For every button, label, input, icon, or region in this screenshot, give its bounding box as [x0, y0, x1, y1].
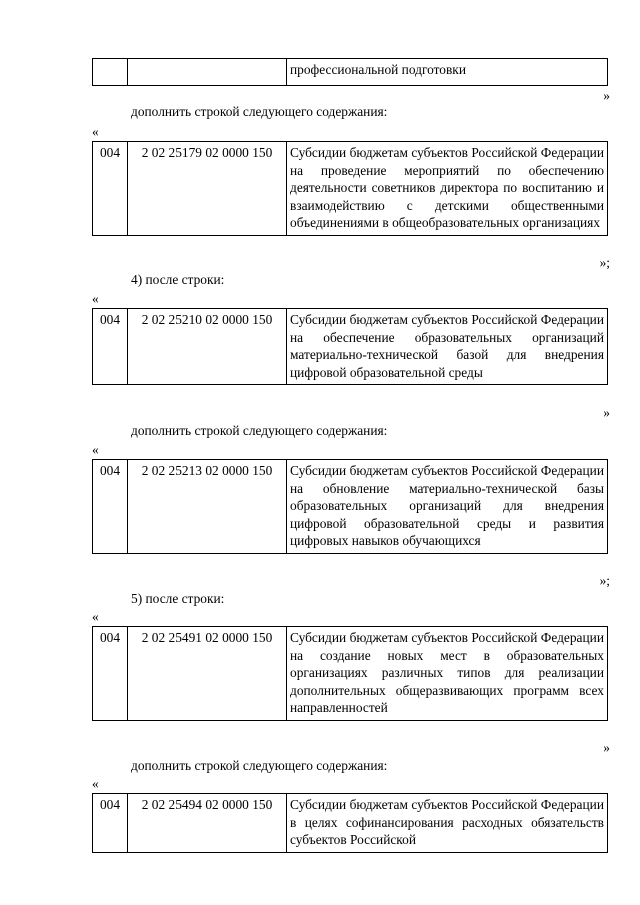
opening-quote: «: [92, 291, 99, 306]
description-cell: Субсидии бюджетам субъектов Российской Федерации в целях софинансирования расходных обязательств субъектов Российской: [287, 794, 608, 853]
code-cell: [93, 59, 128, 86]
description-cell: Субсидии бюджетам субъектов Российской Федерации на обеспечение образовательных организаций материально-технической базой для внедрения цифровой образовательной среды: [287, 309, 608, 385]
table-row: [92, 626, 608, 721]
closing-quote: »;: [599, 255, 610, 270]
code-cell: 004: [93, 309, 128, 385]
code-cell: 004: [93, 142, 128, 236]
closing-quote: »: [603, 405, 610, 420]
table-row: [92, 793, 608, 853]
table-row: [92, 459, 608, 554]
instruction-add: дополнить строкой следующего содержания:: [131, 104, 388, 119]
table-row: [92, 308, 608, 385]
description-cell: Субсидии бюджетам субъектов Российской Федерации на обновление материально-технической базы образовательных организаций для внедрения цифровой образовательной среды и развития цифровых навыков обучающихся: [287, 460, 608, 554]
code-cell: 004: [93, 794, 128, 853]
opening-quote: «: [92, 442, 99, 457]
kbk-cell: 2 02 25213 02 0000 150: [128, 460, 287, 554]
code-cell: 004: [93, 627, 128, 721]
closing-quote: »;: [599, 573, 610, 588]
opening-quote: «: [92, 776, 99, 791]
kbk-cell: 2 02 25494 02 0000 150: [128, 794, 287, 853]
opening-quote: «: [92, 609, 99, 624]
closing-quote: »: [603, 740, 610, 755]
instruction-add: дополнить строкой следующего содержания:: [131, 758, 388, 773]
kbk-cell: 2 02 25491 02 0000 150: [128, 627, 287, 721]
closing-quote: »: [603, 88, 610, 103]
kbk-cell: [128, 59, 287, 86]
kbk-cell: 2 02 25179 02 0000 150: [128, 142, 287, 236]
table-row-prev: [92, 58, 608, 86]
description-cell: Субсидии бюджетам субъектов Российской Федерации на создание новых мест в образовательных организациях различных типов для реализации дополнительных общеразвивающих программ всех направленностей: [287, 627, 608, 721]
code-cell: 004: [93, 460, 128, 554]
instruction-after: 5) после строки:: [131, 591, 225, 606]
opening-quote: «: [92, 124, 99, 139]
kbk-cell: 2 02 25210 02 0000 150: [128, 309, 287, 385]
table-row: [92, 141, 608, 236]
description-cell: профессиональной подготовки: [287, 59, 608, 86]
instruction-add: дополнить строкой следующего содержания:: [131, 423, 388, 438]
instruction-after: 4) после строки:: [131, 272, 225, 287]
description-cell: Субсидии бюджетам субъектов Российской Федерации на проведение мероприятий по обеспечению деятельности советников директора по воспитанию и взаимодействию с детскими общественными объединениями в общеобразовательных организациях: [287, 142, 608, 236]
